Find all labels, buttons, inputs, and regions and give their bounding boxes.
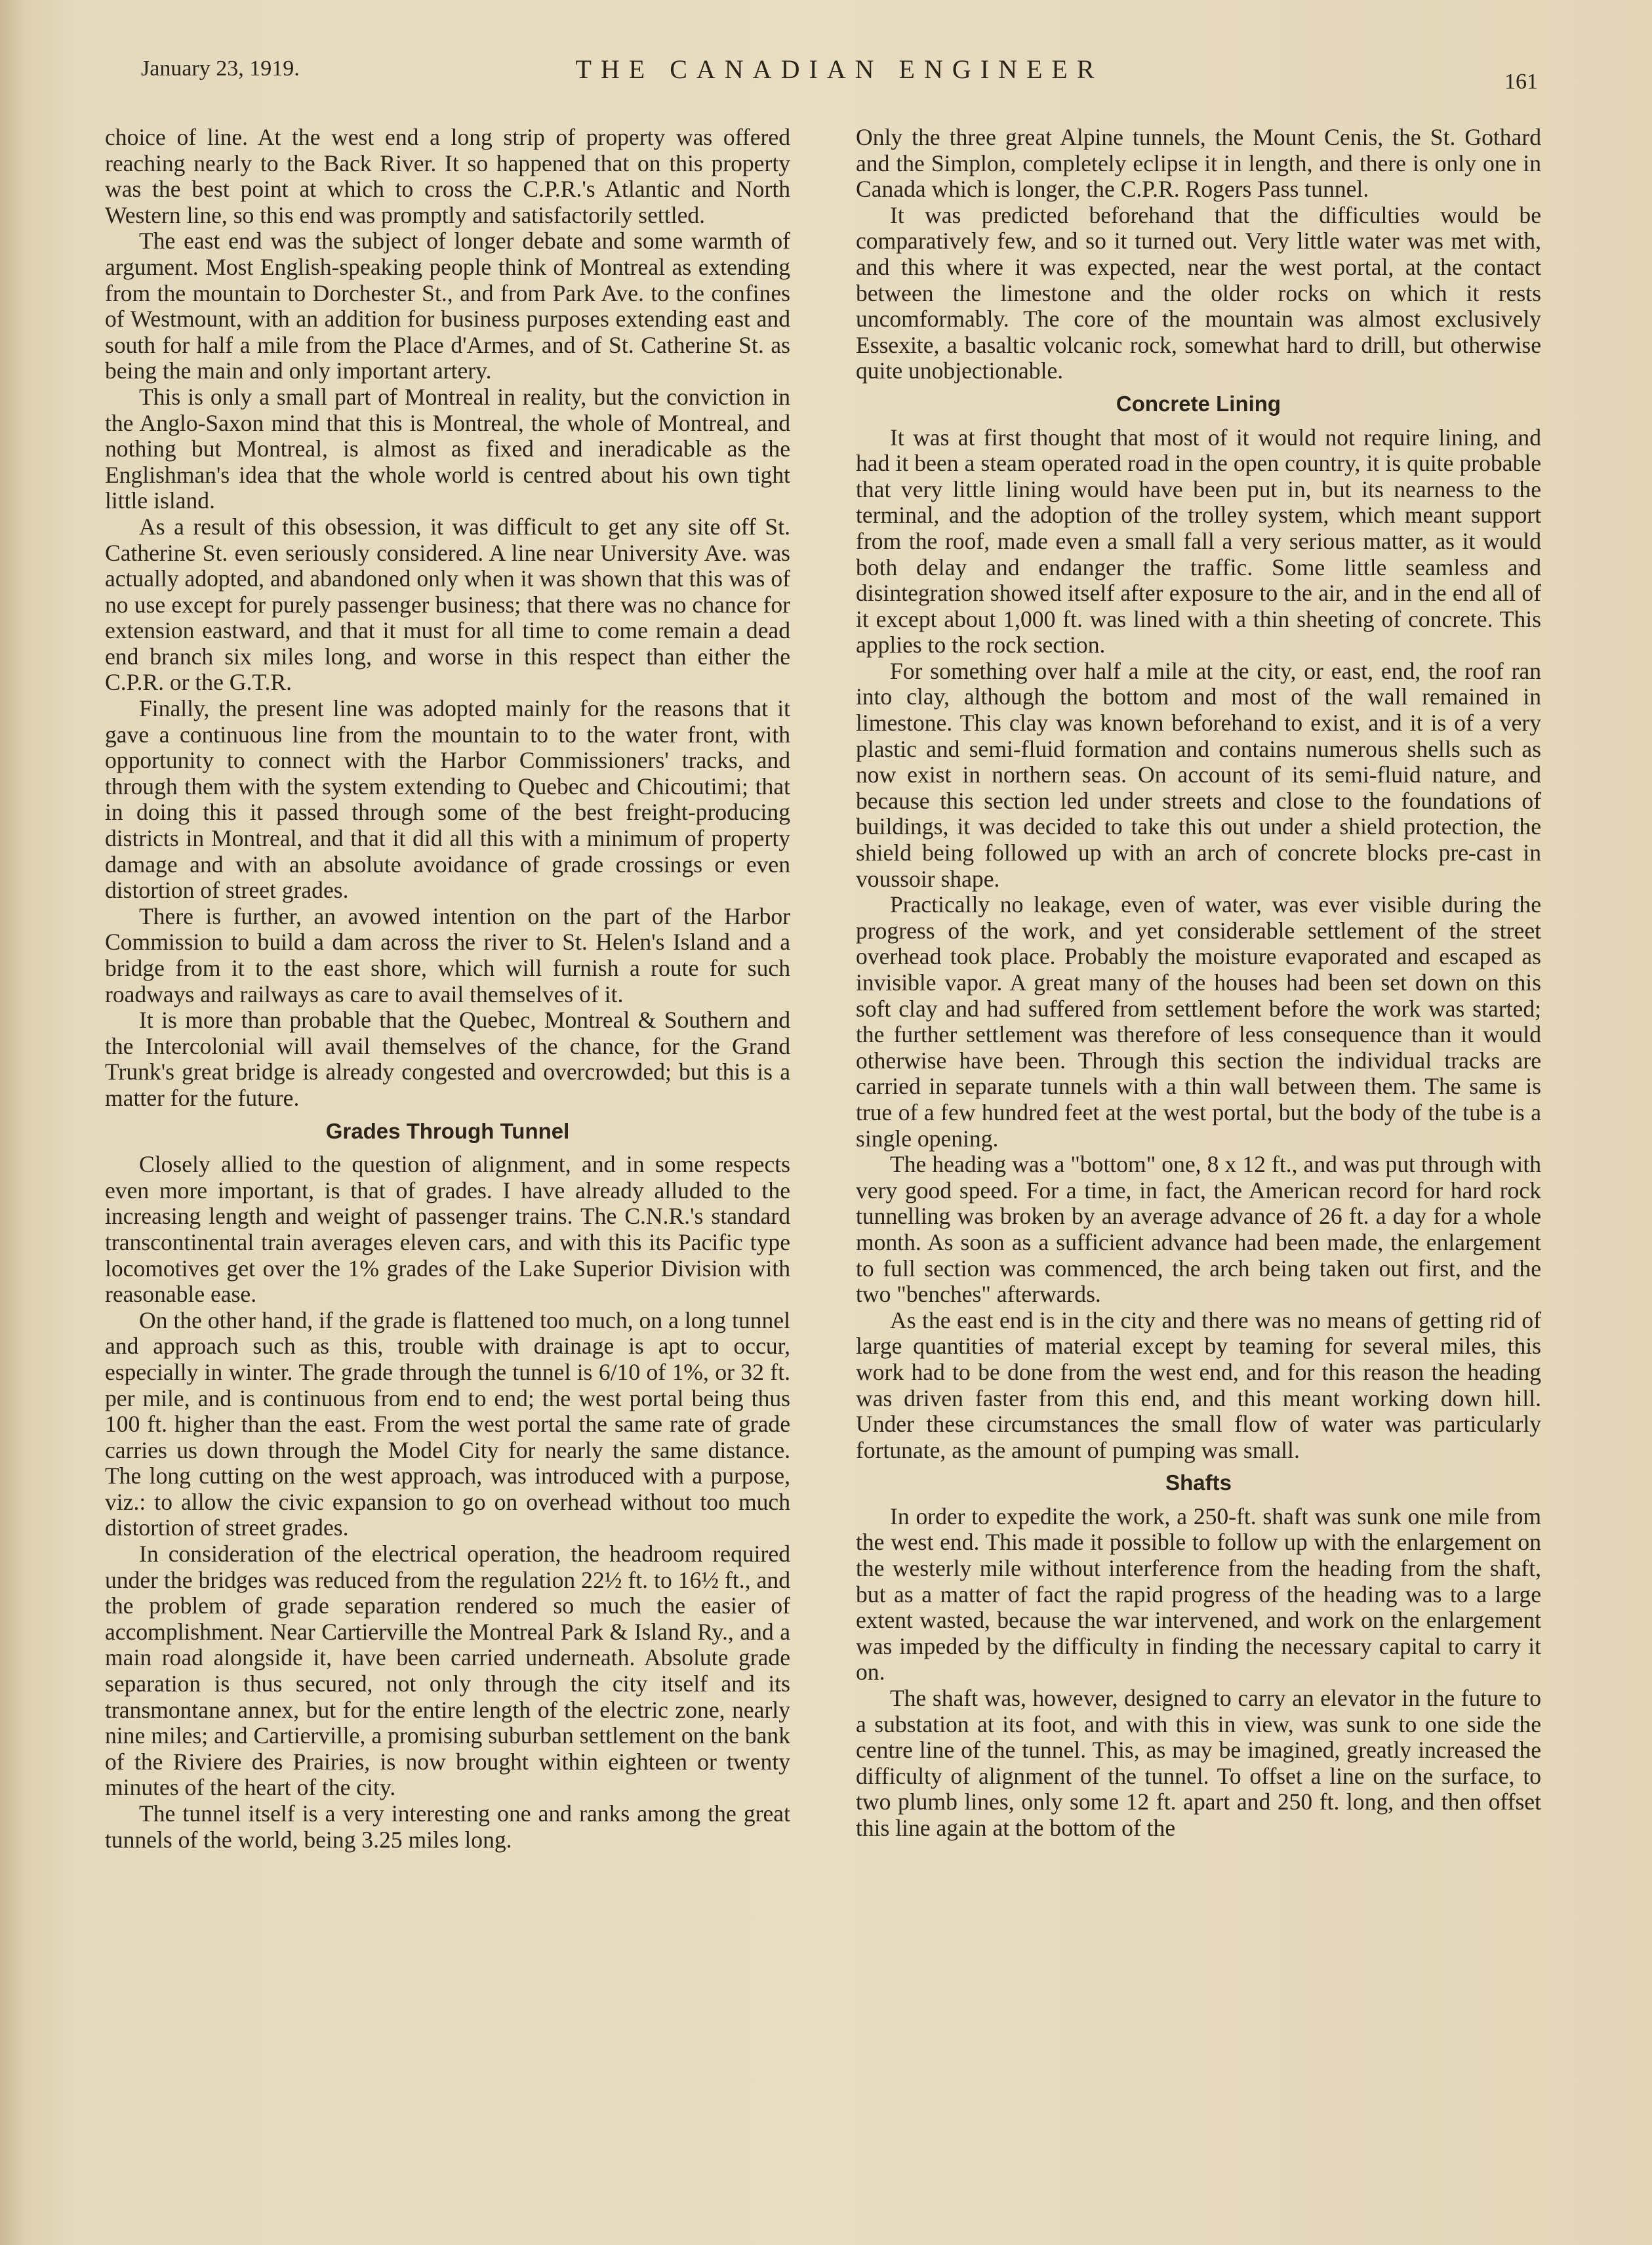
running-head [141,51,1538,94]
paragraph: Only the three great Alpine tunnels, the Mount Cenis, the St. Gothard and the Simplon, completely eclipse it in length, and there is only one in Canada which is longer, the C.P.R. Rogers Pass tunnel. [856,124,1541,203]
paragraph: Practically no leakage, even of water, was ever visible during the progress of the work, and yet considerable settlement of the street overhead took place. Probably the moisture evaporated and escaped as invisible vapor. A great many of the houses had been set down on this soft clay and had suffered from settlement before the work was started; the further settlement was therefore of less consequence than it would otherwise have been. Through this section the individual tracks are carried in separate tunnels with a thin wall between them. The same is true of a few hundred feet at the west portal, but the body of the tube is a single opening. [856,891,1541,1152]
paragraph: On the other hand, if the grade is flattened too much, on a long tunnel and approach such as this, trouble with drainage is apt to occur, especially in winter. The grade through the tunnel is 6/10 of 1%, or 32 ft. per mile, and is continuous from end to end; the west portal being thus 100 ft. higher than the east. From the west portal the same rate of grade carries us down through the Model City for nearly the same distance. The long cutting on the west approach, was introduced with a purpose, viz.: to allow the civic expansion to go on overhead without too much distortion of street grades. [105,1306,790,1541]
section-heading: Grades Through Tunnel [325,1118,570,1143]
section-heading: Concrete Lining [1116,391,1281,416]
paragraph: The east end was the subject of longer debate and some warmth of argument. Most English-speaking people think of Montreal as extending from the mountain to Dorchester St., and from Park Ave. to the confines of Westmount, with an addition for business purposes extending east and south for half a mile from the Place d'Armes, and of St. Catherine St. as being the main and only important artery. [105,228,790,384]
paragraph: It was at first thought that most of it would not require lining, and had it been a steam operated road in the open country, it is quite probable that very little lining would have been put in, but its nearness to the terminal, and the adoption of the trolley system, which meant support from the roof, made even a small fall a very serious matter, as it would both delay and endanger the traffic. Some little seamless and disintegration showed itself after exposure to the air, and in the end all of it except about 1,000 ft. was lined with a thin sheeting of concrete. This applies to the rock section. [856,424,1541,658]
paragraph: The tunnel itself is a very interesting one and ranks among the great tunnels of the world, being 3.25 miles long. [105,1800,790,1853]
right-column [856,125,1541,1842]
paragraph: The heading was a "bottom" one, 8 x 12 ft., and was put through with very good speed. For a time, in fact, the American record for hard rock tunnelling was broken by an average advance of 26 ft. a day for a whole month. As soon as a sufficient advance had been made, the enlargement to full section was commenced, the arch being taken out first, and the two "benches" afterwards. [856,1151,1541,1308]
paragraph: As a result of this obsession, it was difficult to get any site off St. Catherine St. even seriously considered. A line near University Ave. was actually adopted, and abandoned only when it was shown that this was of no use except for purely passenger business; that there was no chance for extension eastward, and that it must for all time to come remain a dead end branch six miles long, and worse in this respect than either the C.P.R. or the G.T.R. [105,513,790,696]
paragraph: In order to expedite the work, a 250-ft. shaft was sunk one mile from the west end. This made it possible to follow up with the enlargement on the westerly mile without interference from the heading from the shaft, but as a matter of fact the rapid progress of the heading was to a large extent wasted, because the war intervened, and work on the enlargement was impeded by the difficulty in finding the necessary capital to carry it on. [856,1503,1541,1686]
paragraph: As the east end is in the city and there was no means of getting rid of large quantities of material except by teaming for several miles, this work had to be done from the west end, and for this reason the heading was driven faster from this end, and this meant working down hill. Under these circumstances the small flow of water was particularly fortunate, as the amount of pumping was small. [856,1306,1541,1463]
paragraph: This is only a small part of Montreal in reality, but the conviction in the Anglo-Saxon mind that this is Montreal, the whole of Montreal, and nothing but Montreal, is almost as fixed and ineradicable as the Englishman's idea that the whole world is centred about his own tight little island. [105,383,790,514]
section-heading: Shafts [1165,1470,1232,1495]
issue-date: January 23, 1919. [141,56,300,81]
left-column [105,125,790,1853]
paragraph: choice of line. At the west end a long strip of property was offered reaching nearly to the Back River. It so happened that on this property was the best point at which to cross the C.P.R.'s Atlantic and North Western line, so this end was promptly and satisfactorily settled. [105,124,790,228]
paragraph: For something over half a mile at the city, or east, end, the roof ran into clay, although the bottom and most of the wall remained in limestone. This clay was known beforehand to exist, and it is of a very plastic and semi-fluid formation and contains numerous shells such as now exist in northern seas. On account of its semi-fluid nature, and because this section led under streets and close to the foundations of buildings, it was decided to take this out under a shield protection, the shield being followed up with an arch of concrete blocks pre-cast in voussoir shape. [856,657,1541,892]
paragraph: It was predicted beforehand that the difficulties would be comparatively few, and so it turned out. Very little water was met with, and this where it was expected, near the west portal, at the contact between the limestone and the older rocks on which it rests uncomformably. The core of the mountain was almost exclusively Essexite, a basaltic volcanic rock, somewhat hard to drill, but otherwise quite unobjectionable. [856,201,1541,384]
paragraph: Closely allied to the question of alignment, and in some respects even more important, is that of grades. I have already alluded to the increasing length and weight of passenger trains. The C.N.R.'s standard transcontinental train averages eleven cars, and with this its Pacific type locomotives get over the 1% grades of the Lake Superior Division with reasonable ease. [105,1151,790,1308]
page-number: 161 [1504,70,1538,94]
paragraph: The shaft was, however, designed to carry an elevator in the future to a substation at its foot, and with this in view, was sunk to one side the centre line of the tunnel. This, as may be imagined, greatly increased the difficulty of alignment of the tunnel. To offset a line on the surface, to two plumb lines, only some 12 ft. apart and 250 ft. long, and then offset this line again at the bottom of the [856,1685,1541,1841]
paragraph: Finally, the present line was adopted mainly for the reasons that it gave a continuous line from the mountain to to the water front, with opportunity to connect with the Harbor Commissioners' tracks, and through them with the system extending to Quebec and Chicoutimi; that in doing this it passed through some of the best freight-producing districts in Montreal, and that it did all this with a minimum of property damage and with an absolute avoidance of grade crossings or even distortion of street grades. [105,695,790,904]
journal-title: THE CANADIAN ENGINEER [575,54,1104,84]
paragraph: In consideration of the electrical operation, the headroom required under the bridges was reduced from the regulation 22½ ft. to 16½ ft., and the problem of grade separation rendered so much the easier of accomplishment. Near Cartierville the Montreal Park & Island Ry., and a main road alongside it, have been carried underneath. Absolute grade separation is thus secured, not only through the city itself and its transmontane annex, but for the entire length of the electric zone, nearly nine miles; and Cartierville, a promising suburban settlement on the bank of the Riviere des Prairies, is now brought within eighteen or twenty minutes of the heart of the city. [105,1541,790,1801]
paragraph: There is further, an avowed intention on the part of the Harbor Commission to build a dam across the river to St. Helen's Island and a bridge from it to the east shore, which will furnish a route for such roadways and railways as care to avail themselves of it. [105,902,790,1007]
paragraph: It is more than probable that the Quebec, Montreal & Southern and the Intercolonial will avail themselves of the chance, for the Grand Trunk's great bridge is already congested and overcrowded; but this is a matter for the future. [105,1007,790,1111]
